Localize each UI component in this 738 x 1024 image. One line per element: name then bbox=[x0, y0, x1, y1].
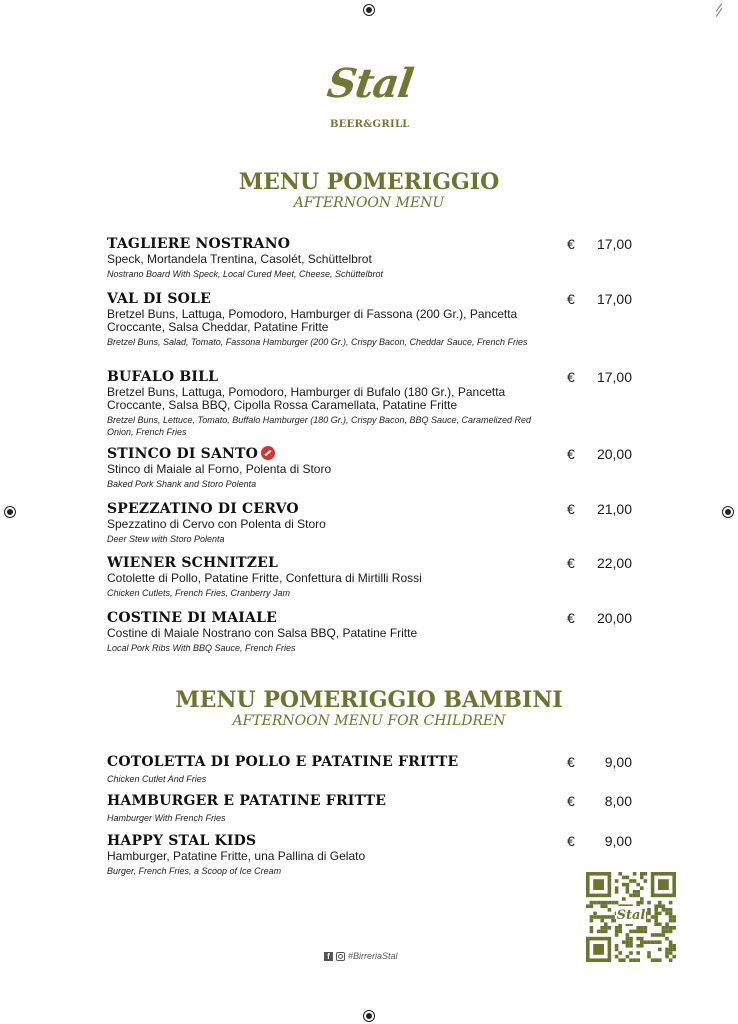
registration-mark-top bbox=[363, 4, 375, 16]
item-description: Hamburger, Patatine Fritte, una Pallina di Gelato bbox=[107, 849, 366, 863]
item-translation: Bretzel Buns, Lettuce, Tomato, Buffalo Hamburger (180 Gr.), Crispy Bacon, BBQ Sauce, Caramelized Red Onion, French Fries bbox=[107, 415, 532, 437]
section-title-afternoon: MENU POMERIGGIO bbox=[238, 169, 500, 195]
menu-item: WIENER SCHNITZEL Cotolette di Pollo, Patatine Fritte, Confettura di Mirtilli Rossi Chicken Cutlets, French Fries, Cranberry Jam € 22,00 bbox=[107, 555, 637, 599]
section-title-children: MENU POMERIGGIO BAMBINI bbox=[175, 687, 563, 713]
logo-tagline: BEER&GRILL bbox=[330, 119, 410, 130]
item-description: Bretzel Buns, Lattuga, Pomodoro, Hamburger di Fassona (200 Gr.), Pancetta Croccante, Salsa Cheddar, Patatine Fritte bbox=[107, 307, 518, 334]
item-description: Costine di Maiale Nostrano con Salsa BBQ, Patatine Fritte bbox=[107, 626, 418, 640]
item-name: WIENER SCHNITZEL bbox=[107, 555, 279, 571]
qr-logo-text: Stal bbox=[616, 908, 646, 923]
item-translation: Local Pork Ribs With BBQ Sauce, French Fries bbox=[107, 643, 296, 653]
brand-logo bbox=[300, 58, 440, 134]
item-description: Bretzel Buns, Lattuga, Pomodoro, Hamburger di Bufalo (180 Gr.), Pancetta Croccante, Salsa BBQ, Cipolla Rossa Caramellata, Patatine Fritte bbox=[107, 385, 506, 412]
item-translation: Hamburger With French Fries bbox=[107, 813, 226, 823]
menu-item: HAMBURGER E PATATINE FRITTE Hamburger With French Fries € 8,00 bbox=[107, 793, 637, 824]
menu-item: TAGLIERE NOSTRANO Speck, Mortandela Trentina, Casolét, Schüttelbrot Nostrano Board With Speck, Local Cured Meet, Cheese, Schüttelbrot € 17,00 bbox=[107, 236, 637, 280]
menu-item: STINCO DI SANTO Stinco di Maiale al Forno, Polenta di Storo Baked Pork Shank and Storo Polenta € 20,00 bbox=[107, 446, 637, 490]
item-name: SPEZZATINO DI CERVO bbox=[107, 501, 299, 517]
item-translation: Baked Pork Shank and Storo Polenta bbox=[107, 479, 257, 489]
item-name: HAMBURGER E PATATINE FRITTE bbox=[107, 793, 387, 809]
menu-item: COSTINE DI MAIALE Costine di Maiale Nostrano con Salsa BBQ, Patatine Fritte Local Pork Ribs With BBQ Sauce, French Fries € 20,00 bbox=[107, 610, 637, 654]
registration-mark-right bbox=[722, 506, 734, 518]
item-name: BUFALO BILL bbox=[107, 369, 219, 385]
menu-item: SPEZZATINO DI CERVO Spezzatino di Cervo con Polenta di Storo Deer Stew with Storo Polenta € 21,00 bbox=[107, 501, 637, 545]
item-name: TAGLIERE NOSTRANO bbox=[107, 236, 291, 252]
item-translation: Bretzel Buns, Salad, Tomato, Fassona Hamburger (200 Gr.), Crispy Bacon, Cheddar Sauce, French Fries bbox=[107, 337, 528, 347]
item-description: Speck, Mortandela Trentina, Casolét, Schüttelbrot bbox=[107, 252, 372, 266]
item-name: HAPPY STAL KIDS bbox=[107, 833, 257, 849]
item-name: STINCO DI SANTO bbox=[107, 446, 637, 463]
registration-mark-left bbox=[4, 506, 16, 518]
section-subtitle-children: AFTERNOON MENU FOR CHILDREN bbox=[232, 713, 506, 729]
section-subtitle-afternoon: AFTERNOON MENU bbox=[293, 195, 445, 211]
item-name: COSTINE DI MAIALE bbox=[107, 610, 278, 626]
chili-icon bbox=[261, 446, 275, 460]
hashtag: #BirreriaStal bbox=[348, 951, 398, 961]
instagram-icon[interactable] bbox=[336, 952, 345, 961]
item-name: COTOLETTA DI POLLO E PATATINE FRITTE bbox=[107, 754, 459, 770]
social-links bbox=[324, 950, 398, 962]
item-translation: Nostrano Board With Speck, Local Cured Meet, Cheese, Schüttelbrot bbox=[107, 269, 384, 279]
item-description: Stinco di Maiale al Forno, Polenta di Storo bbox=[107, 462, 332, 476]
menu-item: BUFALO BILL Bretzel Buns, Lattuga, Pomodoro, Hamburger di Bufalo (180 Gr.), Pancetta Croccante, Salsa BBQ, Cipolla Rossa Caramellata, Patatine Fritte Bretzel Buns, Lettuce, Tomato, Buffalo Hamburger (180 Gr.), Crispy Bacon, BBQ Sauce, Caramelized Red Onion, French Fries € 17,00 bbox=[107, 369, 637, 438]
menu-item: COTOLETTA DI POLLO E PATATINE FRITTE Chicken Cutlet And Fries € 9,00 bbox=[107, 754, 637, 785]
crop-mark-icon bbox=[714, 4, 724, 16]
item-translation: Chicken Cutlets, French Fries, Cranberry Jam bbox=[107, 588, 291, 598]
item-description: Cotolette di Pollo, Patatine Fritte, Confettura di Mirtilli Rossi bbox=[107, 571, 422, 585]
item-name: VAL DI SOLE bbox=[107, 291, 211, 307]
logo-script: Stal bbox=[324, 60, 416, 107]
qr-code[interactable] bbox=[586, 872, 676, 962]
menu-item: HAPPY STAL KIDS Hamburger, Patatine Fritte, una Pallina di Gelato Burger, French Fries, a Scoop of Ice Cream € 9,00 bbox=[107, 833, 637, 877]
registration-mark-bottom bbox=[363, 1010, 375, 1022]
menu-item: VAL DI SOLE Bretzel Buns, Lattuga, Pomodoro, Hamburger di Fassona (200 Gr.), Pancetta Croccante, Salsa Cheddar, Patatine Fritte Bretzel Buns, Salad, Tomato, Fassona Hamburger (200 Gr.), Crispy Bacon, Cheddar Sauce, French Fries € 17,00 bbox=[107, 291, 637, 348]
item-description: Spezzatino di Cervo con Polenta di Storo bbox=[107, 517, 326, 531]
item-translation: Burger, French Fries, a Scoop of Ice Cream bbox=[107, 866, 282, 876]
facebook-icon[interactable]: f bbox=[324, 952, 333, 961]
item-translation: Chicken Cutlet And Fries bbox=[107, 774, 207, 784]
item-translation: Deer Stew with Storo Polenta bbox=[107, 534, 225, 544]
